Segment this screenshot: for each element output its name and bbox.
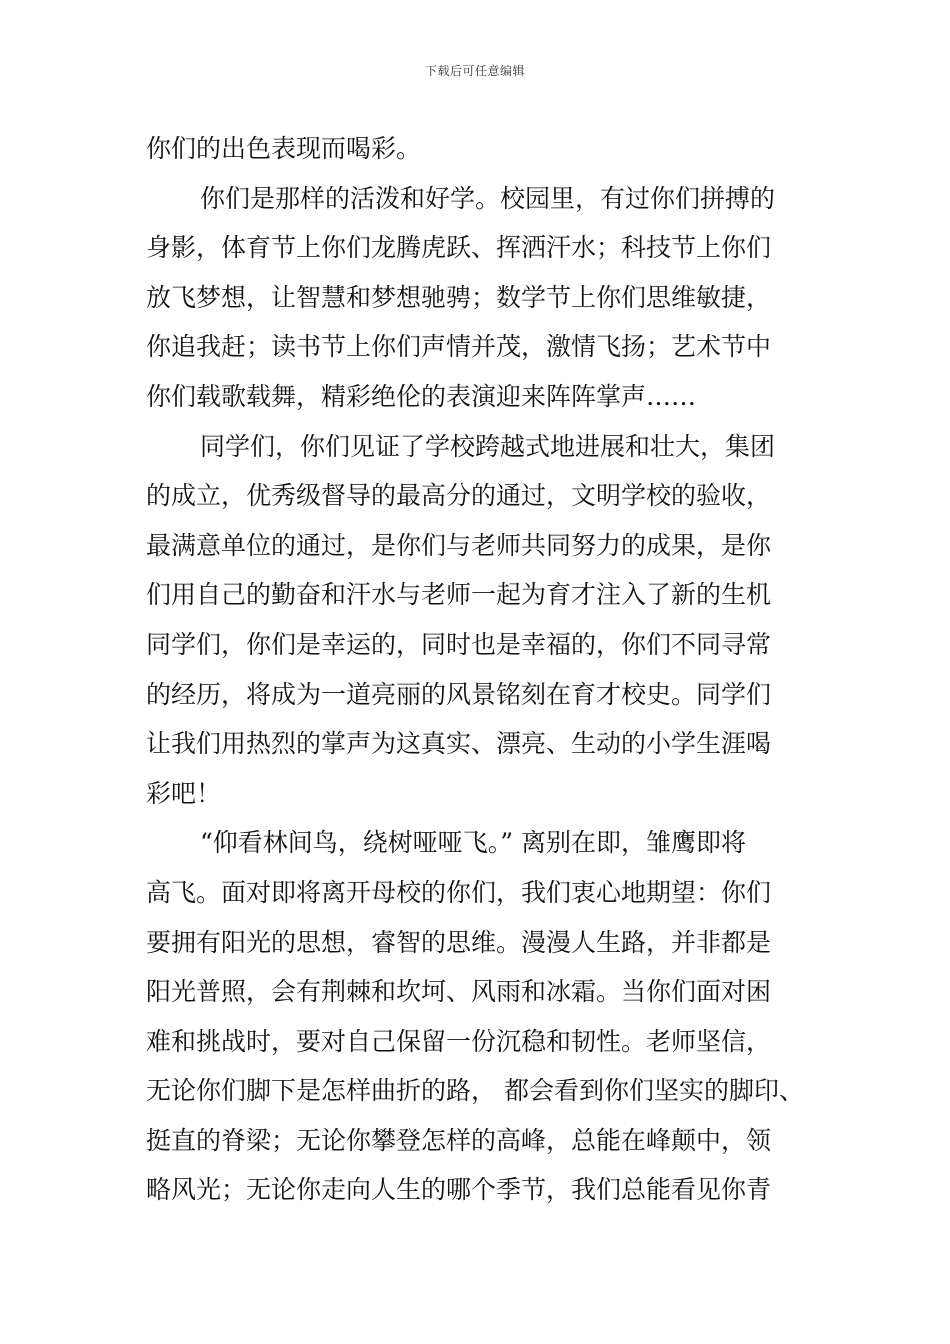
text-line: 们用自己的勤奋和汗水与老师一起为育才注入了新的生机	[146, 580, 772, 610]
text-line: 高飞。面对即将离开母校的你们，我们衷心地期望：你们	[146, 877, 772, 907]
text-line: 同学们，你们是幸运的，同时也是幸福的，你们不同寻常	[146, 629, 772, 659]
text-line: 你们的出色表现而喝彩。	[146, 134, 422, 163]
text-line: 放飞梦想，让智慧和梦想驰骋；数学节上你们思维敏捷，	[146, 282, 772, 312]
text-line: 你们是那样的活泼和好学。校园里，有过你们拼搏的	[200, 183, 776, 213]
text-line: 身影，体育节上你们龙腾虎跃、挥洒汗水；科技节上你们	[146, 233, 772, 263]
text-line: 同学们，你们见证了学校跨越式地进展和壮大，集团	[200, 431, 776, 461]
page-header: 下载后可任意编辑	[424, 64, 525, 78]
text-line: 彩吧！	[146, 778, 222, 808]
text-line: 无论你们脚下是怎样曲折的路， 都会看到你们坚实的脚印、	[146, 1076, 804, 1106]
text-line: 最满意单位的通过，是你们与老师共同努力的成果，是你	[146, 530, 772, 560]
text-line: 难和挑战时，要对自己保留一份沉稳和韧性。老师坚信，	[146, 1026, 772, 1056]
text-line: 略风光；无论你走向人生的哪个季节，我们总能看见你青	[146, 1175, 772, 1205]
text-line: 你们载歌载舞，精彩绝伦的表演迎来阵阵掌声……	[146, 381, 697, 411]
text-line: 阳光普照，会有荆棘和坎坷、风雨和冰霜。当你们面对困	[146, 977, 772, 1007]
text-line: 挺直的脊梁；无论你攀登怎样的高峰，总能在峰颠中，领	[146, 1125, 772, 1155]
body-text	[146, 124, 818, 1215]
text-line: 要拥有阳光的思想，睿智的思维。漫漫人生路，并非都是	[146, 927, 772, 957]
text-line: 的成立，优秀级督导的最高分的通过，文明学校的验收，	[146, 481, 772, 511]
text-line: 让我们用热烈的掌声为这真实、漂亮、生动的小学生涯喝	[146, 729, 772, 759]
text-line: 你追我赶；读书节上你们声情并茂，激情飞扬；艺术节中	[146, 332, 772, 362]
text-line: “仰看林间鸟，绕树哑哑飞。” 离别在即，雏鹰即将	[200, 828, 747, 858]
text-line: 的经历，将成为一道亮丽的风景铭刻在育才校史。同学们	[146, 679, 772, 709]
